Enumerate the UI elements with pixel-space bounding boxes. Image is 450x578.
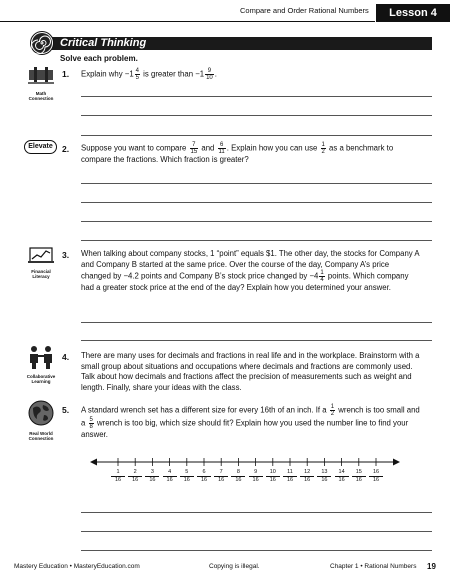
tick-label: 6 16 bbox=[197, 469, 211, 483]
collaborative-learning-label: Collaborative Learning bbox=[26, 374, 56, 384]
footer-publisher: Mastery Education • MasteryEducation.com bbox=[14, 563, 140, 570]
q1-text: Explain why −1 $\frac{4}{5}$ is greater than −1 $\frac{9}{10}$ . bbox=[81, 68, 217, 81]
lesson-tab: Lesson 4 bbox=[376, 4, 450, 22]
page-number: 19 bbox=[427, 562, 436, 571]
q3-text: When talking about company stocks, 1 “point” equals $1. The other day, the stocks for Company A and Company B started at the same price. Over the course of the day, Company A’s price changed by −4.2 points and Company B’s stock price changed by −4 $\frac{1}{4}$ points. Which company had a greater stock price at the end of the day? Explain how you determined your answer. bbox=[81, 249, 420, 292]
section-bar bbox=[32, 37, 432, 50]
real-world-connection-label: Real World Connection bbox=[28, 431, 54, 441]
q4-number: 4. bbox=[62, 352, 70, 362]
globe-icon bbox=[24, 400, 58, 441]
q1-answer-line-1[interactable] bbox=[81, 96, 432, 97]
q3-number: 3. bbox=[62, 250, 70, 260]
tick-label: 12 16 bbox=[300, 469, 314, 483]
header-title: Compare and Order Rational Numbers bbox=[240, 6, 369, 15]
q2-answer-line-3[interactable] bbox=[81, 221, 432, 222]
header-rule bbox=[0, 21, 375, 22]
tick-label: 3 16 bbox=[145, 469, 159, 483]
tick-label: 1 16 bbox=[111, 469, 125, 483]
q1-answer-line-3[interactable] bbox=[81, 135, 432, 136]
tick-label: 8 16 bbox=[231, 469, 245, 483]
q5-text: A standard wrench set has a different size for every 16th of an inch. If a $\frac{1}{2}$ wrench is too small and a $\frac{5}{8}$ wrench is too big, which size should fit? Explain how you used the number line to find your answer. bbox=[81, 404, 420, 439]
footer-copyright: Copying is illegal. bbox=[209, 563, 260, 570]
number-line bbox=[90, 455, 400, 495]
left-arrow-icon bbox=[90, 459, 97, 466]
tick-label: 11 16 bbox=[283, 469, 297, 483]
q4-text: There are many uses for decimals and fractions in real life and in the workplace. Brainstorm with a small group about situations and occupations where decimals and fractions are commonly used. Talk about how decimals and fractions affect the precision of measurements such as weight and length. Finally, share your ideas with the class. bbox=[81, 351, 420, 392]
q5-number: 5. bbox=[62, 405, 70, 415]
elevate-badge: Elevate bbox=[24, 140, 57, 154]
tick-label: 16 16 bbox=[369, 469, 383, 483]
tick-label: 5 16 bbox=[180, 469, 194, 483]
tick-label: 2 16 bbox=[128, 469, 142, 483]
financial-literacy-label: Financial Literacy bbox=[31, 269, 51, 279]
swirl-icon bbox=[30, 31, 54, 55]
section-title: Critical Thinking bbox=[60, 37, 147, 49]
right-arrow-icon bbox=[393, 459, 400, 466]
tick-label: 14 16 bbox=[335, 469, 349, 483]
q1-number: 1. bbox=[62, 69, 70, 79]
q3-answer-line-1[interactable] bbox=[81, 322, 432, 323]
tick-label: 9 16 bbox=[249, 469, 263, 483]
number-line-axis bbox=[90, 455, 400, 469]
tick-label: 13 16 bbox=[317, 469, 331, 483]
tick-label: 15 16 bbox=[352, 469, 366, 483]
q5-answer-line-1[interactable] bbox=[81, 512, 432, 513]
q1-answer-line-2[interactable] bbox=[81, 115, 432, 116]
q2-text: Suppose you want to compare $\frac{7}{15}$ and $\frac{6}{11}$ . Explain how you can use $\frac{1}{2}$ as a benchmark to compare the fractions. Which fraction is greater? bbox=[81, 142, 394, 164]
math-connection-icon bbox=[24, 66, 58, 101]
instructions: Solve each problem. bbox=[60, 54, 138, 63]
collaborative-learning-icon bbox=[24, 345, 58, 384]
q2-answer-line-2[interactable] bbox=[81, 202, 432, 203]
financial-literacy-icon bbox=[24, 246, 58, 279]
q3-answer-line-2[interactable] bbox=[81, 340, 432, 341]
tick-label: 4 16 bbox=[163, 469, 177, 483]
q5-answer-line-3[interactable] bbox=[81, 550, 432, 551]
tick-label: 7 16 bbox=[214, 469, 228, 483]
footer-chapter: Chapter 1 • Rational Numbers bbox=[330, 563, 417, 570]
q5-answer-line-2[interactable] bbox=[81, 531, 432, 532]
math-connection-label: Math Connection bbox=[28, 91, 54, 101]
q2-number: 2. bbox=[62, 144, 70, 154]
q2-answer-line-1[interactable] bbox=[81, 183, 432, 184]
tick-label: 10 16 bbox=[266, 469, 280, 483]
q2-answer-line-4[interactable] bbox=[81, 240, 432, 241]
